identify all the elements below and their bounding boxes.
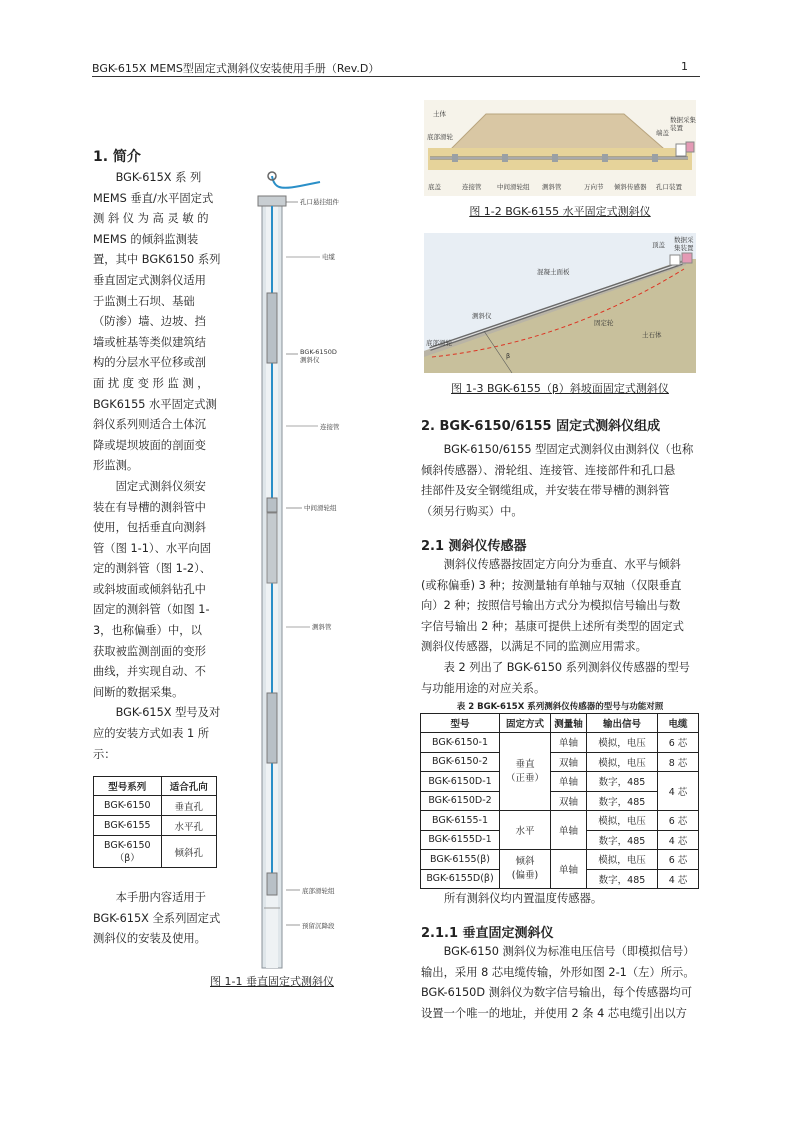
table-cell: 模拟，电压: [587, 811, 658, 831]
text-line: 构的分层水平位移或剖: [93, 356, 206, 370]
text-line: 测斜仪传感器，以满足不同的监测应用需求。: [421, 640, 647, 654]
fig1-label: 连接管: [320, 423, 340, 431]
text-line: 于监测土石坝、基础: [93, 294, 195, 308]
table-row: [421, 772, 699, 792]
text-line: 墙或桩基等类似建筑结: [93, 335, 206, 349]
table-cell: 数字，485: [587, 830, 658, 850]
table-cell: 模拟，电压: [587, 733, 658, 753]
intro-paragraph: [93, 168, 221, 477]
fig3-label: 顶盖: [652, 241, 665, 249]
table-cell: 倾斜 (偏垂): [500, 850, 551, 889]
fig2-label: 底盖: [428, 183, 441, 191]
table-cell: 水平: [500, 811, 551, 850]
text-line: BGK-615X 系 列: [115, 171, 202, 184]
fig3-label: β: [506, 352, 511, 360]
table-row: [421, 752, 699, 772]
fig1-label: BGK-6150D 测斜仪: [300, 348, 337, 364]
table-cell: 双轴: [551, 752, 587, 772]
fig2-label: 端盖: [656, 129, 669, 137]
text-line: 输出，采用 8 芯电缆传输，外形如图 2-1（左）所示。: [421, 965, 695, 979]
header-title: BGK-615X MEMS型固定式测斜仪安装使用手册（Rev.D）: [92, 62, 380, 75]
fig1-label: 测斜管: [312, 623, 332, 631]
model-paragraph: [93, 703, 221, 765]
table-cell: 数字，485: [587, 791, 658, 811]
text-line: 示：: [93, 747, 116, 761]
fig1-label: 预留沉降段: [302, 922, 335, 930]
text-line: 字信号输出 2 种；基康可提供上述所有类型的固定式: [421, 619, 684, 633]
table-cell: 垂直 （正垂）: [500, 733, 551, 811]
section2-heading: 2. BGK-6150/6155 固定式测斜仪组成: [421, 419, 661, 434]
text-line: MEMS 的倾斜监测装: [93, 232, 199, 246]
fig2-label: 中间滑轮组: [497, 183, 530, 191]
table-cell: 单轴: [551, 850, 587, 889]
table-row: [421, 850, 699, 870]
table-cell: 模拟，电压: [587, 850, 658, 870]
text-line: 面 扰 度 变 形 监 测 ，: [93, 376, 209, 390]
fig3-caption: 图 1-3 BGK-6155（β）斜坡面固定式测斜仪: [451, 382, 669, 395]
text-line: 设置一个唯一的地址，并使用 2 条 4 芯电缆引出以方: [421, 1006, 687, 1020]
text-line: 斜仪系列则适合土体沉: [93, 418, 206, 432]
page-number: 1: [681, 60, 688, 73]
fig2-label: 测斜管: [542, 183, 562, 191]
table-header-row: [421, 714, 699, 733]
page-header: [92, 58, 700, 77]
text-line: 形监测。: [93, 459, 139, 473]
text-line: 降或堤坝坡面的剖面变: [93, 438, 206, 452]
table-cell: 4 芯: [658, 869, 699, 889]
table-cell: 8 芯: [658, 752, 699, 772]
subsection-2-1-1-heading: 2.1.1 垂直固定测斜仪: [421, 926, 554, 941]
table-cell: BGK-6155-1: [421, 811, 500, 831]
table-row: [421, 791, 699, 811]
table-cell: BGK-6150 （β）: [94, 836, 162, 868]
fig2-label: 数据采集 装置: [670, 116, 696, 132]
subsection-2-1-heading: 2.1 测斜仪传感器: [421, 539, 527, 554]
table-cell: 水平孔: [161, 816, 216, 836]
table-header-cell: 电缆: [658, 714, 699, 733]
text-line: 置，其中 BGK6150 系列: [93, 253, 221, 267]
install-paragraph: [93, 477, 217, 704]
table-header-cell: 型号: [421, 714, 500, 733]
fig1-label: 电缆: [322, 253, 335, 261]
text-line: 本手册内容适用于: [115, 891, 206, 904]
text-line: BGK-6150 测斜仪为标准电压信号（即模拟信号）: [443, 945, 695, 958]
fig3-label: 数据采 集装置: [674, 236, 694, 252]
text-line: BGK-6150/6155 型固定式测斜仪由测斜仪（也称: [443, 443, 694, 456]
table-cell: 4 芯: [658, 772, 699, 811]
table-cell: 单轴: [551, 811, 587, 850]
table-cell: BGK-6150-1: [421, 733, 500, 753]
fig3-label: 测斜仪: [472, 312, 492, 320]
text-line: 或斜坡面或倾斜钻孔中: [93, 582, 206, 596]
figure-slope-inclinometer: [424, 233, 696, 373]
text-line: 固定式测斜仪须安: [115, 479, 206, 493]
fig2-label: 万向节: [584, 183, 604, 191]
table-cell: 4 芯: [658, 830, 699, 850]
scope-paragraph: [93, 888, 221, 950]
table-cell: BGK-6150D-2: [421, 791, 500, 811]
table-row: [94, 836, 217, 868]
text-line: （防渗）墙、边坡、挡: [93, 315, 206, 329]
text-line: BGK-615X 型号及对: [115, 706, 221, 720]
table-cell: 垂直孔: [161, 796, 216, 816]
table2-title: 表 2 BGK-615X 系列测斜仪传感器的型号与功能对照: [456, 702, 664, 712]
table-cell: BGK-6155(β): [421, 850, 500, 870]
text-line: 倾斜传感器）、滑轮组、连接管、连接部件和孔口悬: [421, 463, 676, 477]
text-line: 间断的数据采集。: [93, 685, 184, 699]
fig3-label: 混凝土面板: [537, 268, 570, 276]
fig2-label: 倾斜传感器: [614, 183, 647, 191]
section1-text: [93, 168, 221, 765]
fig2-label: 底部滑轮: [427, 133, 453, 141]
text-line: 表 2 列出了 BGK-6150 系列测斜仪传感器的型号: [443, 660, 690, 674]
text-line: （须另行购买）中。: [421, 504, 523, 518]
text-line: 测斜仪传感器按固定方向分为垂直、水平与倾斜: [443, 558, 681, 571]
table-cell: 倾斜孔: [161, 836, 216, 868]
table-row: [94, 796, 217, 816]
table-cell: BGK-6150-2: [421, 752, 500, 772]
table-row: [94, 816, 217, 836]
fig2-caption: 图 1-2 BGK-6155 水平固定式测斜仪: [469, 205, 651, 218]
text-line: 使用，包括垂直向测斜: [93, 521, 206, 535]
text-line: 垂直固定式测斜仪适用: [93, 273, 206, 287]
text-line: 管（图 1-1）、水平向固: [93, 541, 212, 555]
table-sensor-models: [420, 713, 699, 889]
table-model-series: [93, 776, 217, 868]
figure-vertical-inclinometer: [240, 168, 360, 978]
table-cell: BGK-6155: [94, 816, 162, 836]
text-line: 曲线，并实现自动、不: [93, 665, 206, 679]
table-cell: BGK-6155D(β): [421, 869, 500, 889]
text-line: 应的安装方式如表 1 所: [93, 727, 210, 741]
section2-paragraph: [421, 440, 699, 522]
table-cell: BGK-6155D-1: [421, 830, 500, 850]
text-line: 固定的测斜管（如图 1-: [93, 603, 210, 617]
table2-note: 所有测斜仪均内置温度传感器。: [444, 892, 603, 905]
text-line: BGK-6150D 测斜仪为数字信号输出，每个传感器均可: [421, 986, 692, 1000]
table-cell: 单轴: [551, 772, 587, 792]
text-line: 与功能用途的对应关系。: [421, 681, 546, 695]
table-row: [421, 811, 699, 831]
table-header-cell: 型号系列: [94, 777, 162, 796]
text-line: BGK-615X 全系列固定式: [93, 911, 221, 925]
fig2-label: 土体: [433, 110, 446, 118]
fig1-label: 孔口悬挂组件: [300, 198, 339, 206]
text-line: MEMS 垂直/水平固定式: [93, 191, 214, 205]
table-header-cell: 输出信号: [587, 714, 658, 733]
fig2-label: 连接管: [462, 183, 482, 191]
fig3-label: 底部滑轮: [426, 339, 452, 347]
table-header-row: [94, 777, 217, 796]
table-cell: 单轴: [551, 733, 587, 753]
table-cell: 数字，485: [587, 772, 658, 792]
subsection-2-1-text: [421, 555, 699, 699]
table-cell: 双轴: [551, 791, 587, 811]
text-line: 挂部件及安全钢缆组成，并安装在带导槽的测斜管: [421, 484, 670, 498]
fig1-caption: 图 1-1 垂直固定式测斜仪: [210, 975, 334, 988]
subsection-2-1-1-text: [421, 942, 701, 1024]
fig3-label: 固定轮: [594, 319, 614, 327]
table-cell: 6 芯: [658, 733, 699, 753]
text-line: 测 斜 仪 为 高 灵 敏 的: [93, 212, 209, 226]
table-cell: 模拟，电压: [587, 752, 658, 772]
text-line: 定的测斜管（图 1-2）、: [93, 562, 212, 576]
table-header-cell: 固定方式: [500, 714, 551, 733]
table-row: [421, 733, 699, 753]
table-header-cell: 测量轴: [551, 714, 587, 733]
text-line: 获取被监测剖面的变形: [93, 644, 206, 658]
text-line: BGK6155 水平固定式测: [93, 397, 217, 411]
text-line: 向）2 种；按照信号输出方式分为模拟信号输出与数: [421, 599, 681, 613]
text-line: 装在有导槽的测斜管中: [93, 500, 206, 514]
fig1-label: 中间滑轮组: [304, 504, 337, 512]
text-line: 测斜仪的安装及使用。: [93, 932, 206, 946]
fig3-label: 土石体: [642, 331, 662, 339]
table-cell: 6 芯: [658, 850, 699, 870]
table-header-cell: 适合孔向: [161, 777, 216, 796]
table-cell: 6 芯: [658, 811, 699, 831]
text-line: (或称偏垂) 3 种；按测量轴有单轴与双轴（仅限垂直: [421, 578, 682, 592]
table-cell: BGK-6150: [94, 796, 162, 816]
table-cell: 数字，485: [587, 869, 658, 889]
fig2-label: 孔口装置: [656, 183, 682, 191]
section1-heading: 1. 简介: [93, 149, 141, 165]
fig1-label: 底部滑轮组: [302, 887, 335, 895]
table-cell: BGK-6150D-1: [421, 772, 500, 792]
text-line: 3，也称偏垂）中，以: [93, 624, 202, 638]
